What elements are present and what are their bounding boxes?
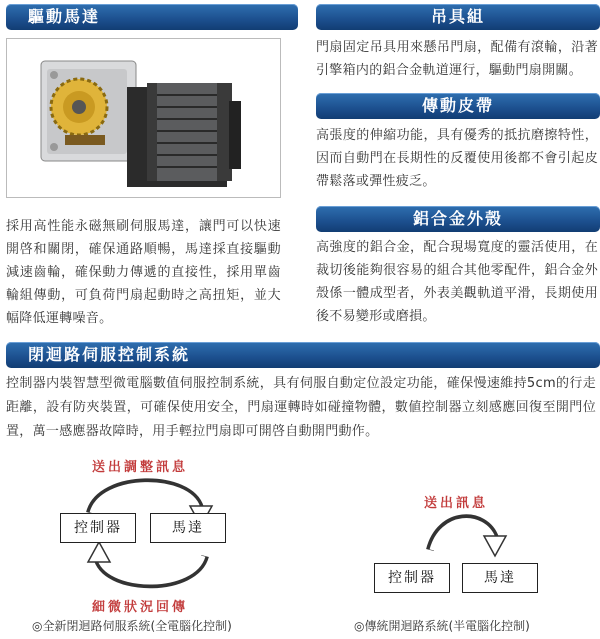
- servo-title: 閉迴路伺服控制系統: [28, 345, 191, 364]
- hanger-header: [316, 4, 600, 30]
- open-caption: ◎傳統開迴路系統(半電腦化控制): [354, 619, 530, 633]
- shell-description: 高強度的鋁合金，配合現場寬度的靈活使用，在裁切後能夠很容易的組合其他零配件，鋁合金外殼係一體成型者，外表美觀軌道平滑，長期使用後不易變形或磨損。: [316, 240, 598, 324]
- hanger-description: 門扇固定吊具用來懸吊門扇，配備有滾輪，沿著引擎箱内的鋁合金軌道運行，驅動門扇開關。: [316, 40, 598, 78]
- belt-description: 高張度的伸縮功能，具有優秀的抵抗磨擦特性，因而自動門在長期性的反覆使用後都不會引起皮帶鬆落或彈性疲乏。: [316, 128, 598, 189]
- open-motor-label: 馬達: [484, 570, 516, 586]
- servo-description: 控制器内裝智慧型微電腦數值伺服控制系統，具有伺服自動定位設定功能，確保慢速維持5cm的行走距離，設有防夾裝置，可確保使用安全，門扇運轉時如碰撞物體，數値控制器立刻感應回復至開門位置，萬一感應器故障時，用手輕拉門扇即可開啓自動開門動作。: [6, 376, 596, 439]
- motor-header: [6, 4, 298, 30]
- open-motor-box: [462, 563, 538, 593]
- servo-header: [6, 342, 600, 368]
- open-controller-box: [374, 563, 450, 593]
- closed-controller-label: 控制器: [74, 520, 122, 536]
- motor-photo: [6, 38, 281, 198]
- closed-bottom-label: 細微狀況回傳: [92, 600, 189, 615]
- belt-header: [316, 93, 600, 119]
- closed-caption: ◎全新閉迴路伺服系統(全電腦化控制): [32, 619, 232, 633]
- motor-description: 採用高性能永磁無刷伺服馬達，讓門可以快速開啓和關閉，確保通路順暢，馬達採直接驅動減速齒輪，確保動力傳遞的直接性，採用單齒輪組傳動，可負荷門扇起動時之高扭矩，並大幅降低運轉噪音。: [6, 219, 281, 326]
- open-controller-label: 控制器: [388, 570, 436, 586]
- closed-top-label: 送出調整訊息: [92, 460, 189, 475]
- open-top-label: 送出訊息: [424, 496, 489, 511]
- closed-motor-label: 馬達: [172, 520, 204, 536]
- open-loop-arrow-icon: [400, 500, 530, 570]
- hanger-title: 吊具組: [430, 7, 485, 26]
- motor-illustration-icon: [7, 39, 280, 197]
- motor-title: 驅動馬達: [28, 7, 101, 26]
- closed-motor-box: [150, 513, 226, 543]
- shell-title: 鋁合金外殼: [412, 209, 503, 228]
- closed-controller-box: [60, 513, 136, 543]
- shell-header: [316, 206, 600, 232]
- belt-title: 傳動皮帶: [421, 96, 494, 115]
